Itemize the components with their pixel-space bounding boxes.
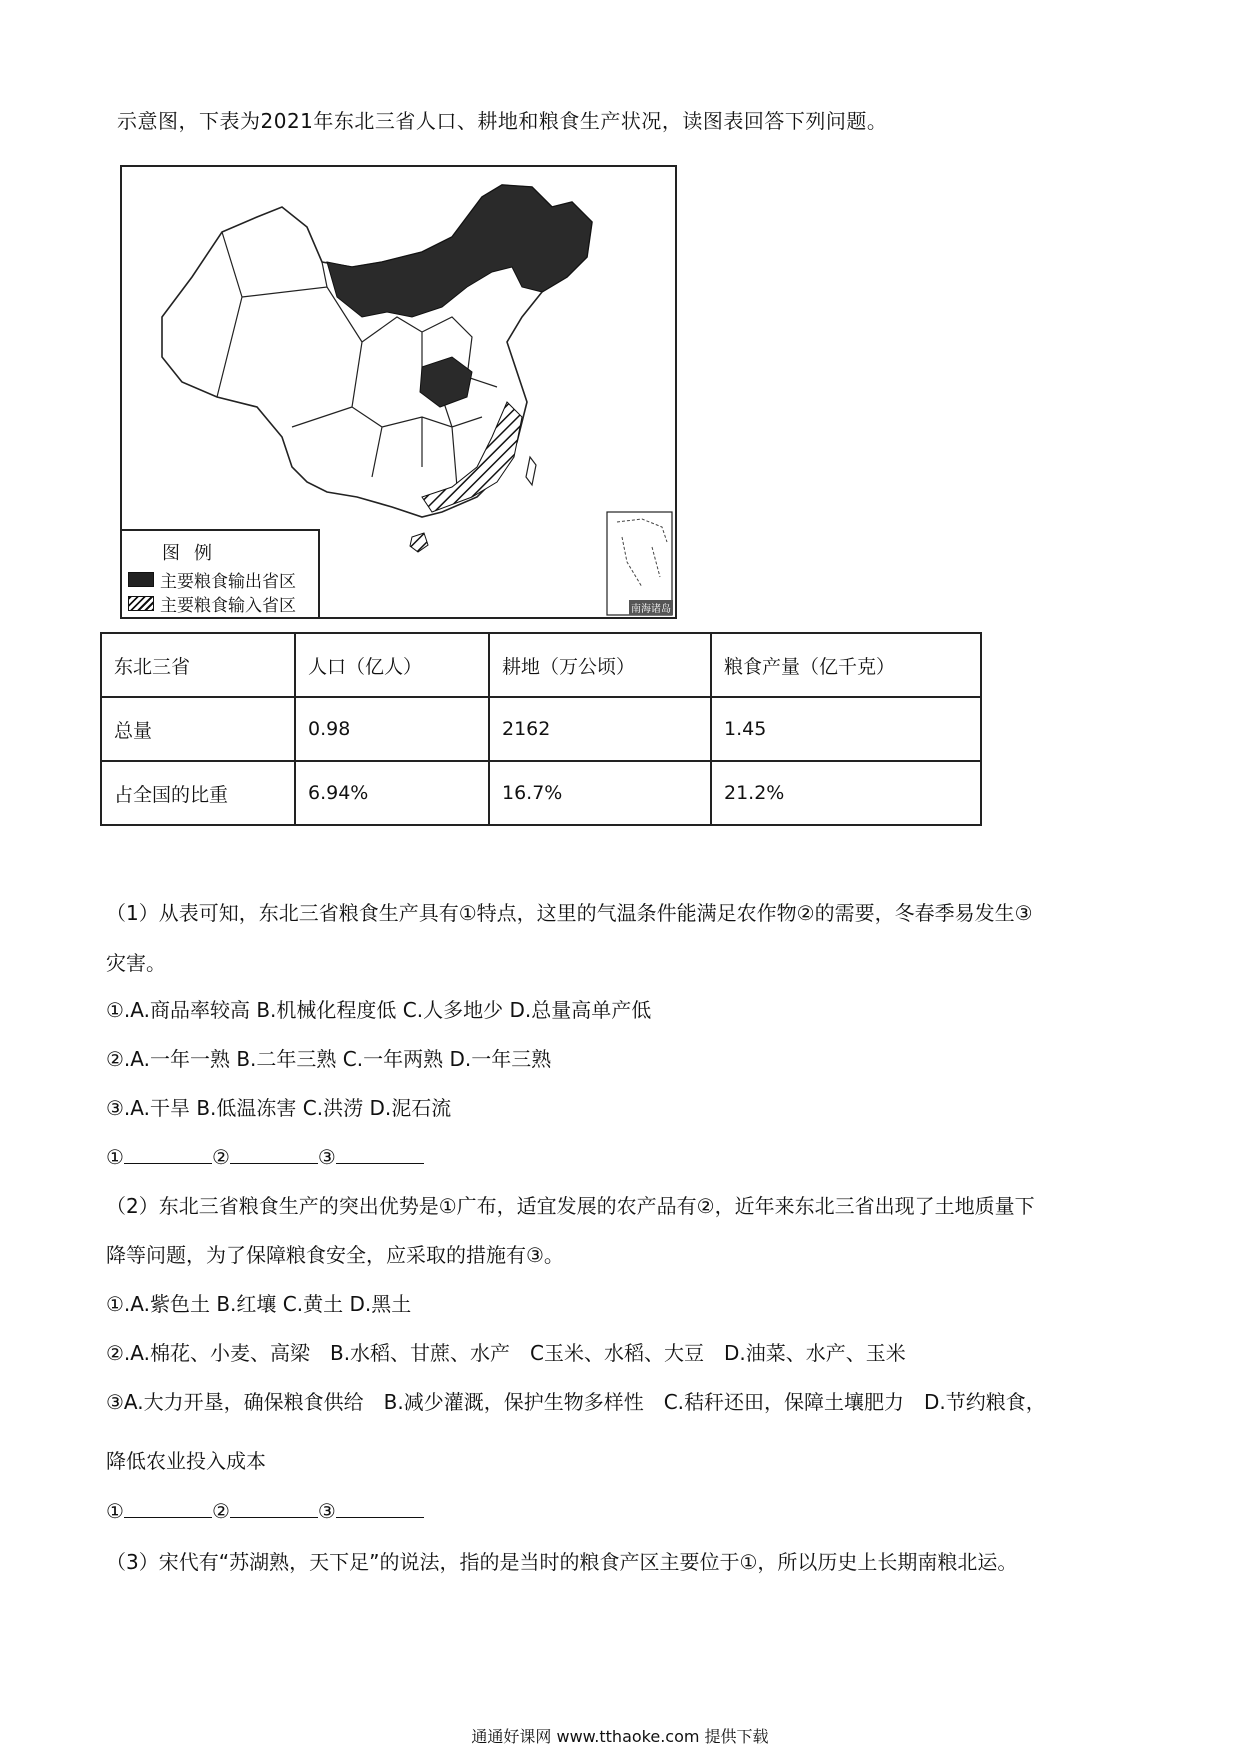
answer-blank[interactable] [124, 1499, 212, 1518]
answer-blank[interactable] [230, 1499, 318, 1518]
legend-item-import [128, 591, 296, 616]
q2-option-1: ①.A.紫色土 B.红壤 C.黄土 D.黑土 [106, 1292, 412, 1316]
import-region-hainan [410, 533, 428, 552]
answer-blank[interactable] [336, 1499, 424, 1518]
taiwan [526, 457, 536, 485]
table-header-row [101, 633, 981, 697]
q1-option-1: ①.A.商品率较高 B.机械化程度低 C.人多地少 D.总量高单产低 [106, 998, 652, 1022]
q2-option-3: ③A.大力开垦，确保粮食供给 B.减少灌溉，保护生物多样性 C.秸秆还田，保障土壤肥力 D.节约粮食， [106, 1390, 1046, 1414]
table-cell: 2162 [489, 697, 711, 761]
china-map [120, 165, 677, 619]
legend-import-label: 主要粮食输入省区 [160, 596, 296, 616]
intro-text: 示意图，下表为2021年东北三省人口、耕地和粮食生产状况，读图表回答下列问题。 [117, 109, 888, 133]
q1-option-3: ③.A.干旱 B.低温冻害 C.洪涝 D.泥石流 [106, 1096, 452, 1120]
table-row [101, 761, 981, 825]
table-cell: 0.98 [295, 697, 489, 761]
table-cell: 21.2% [711, 761, 981, 825]
blank-label: ① [106, 1145, 124, 1169]
import-swatch-icon [128, 596, 154, 611]
table-header: 粮食产量（亿千克） [711, 633, 981, 697]
answer-blank[interactable] [230, 1145, 318, 1164]
blank-label: ③ [317, 1499, 336, 1523]
table-header: 耕地（万公顷） [489, 633, 711, 697]
blank-label: ③ [317, 1145, 336, 1169]
legend-title: 图例 [162, 543, 226, 564]
q1-option-2: ②.A.一年一熟 B.二年三熟 C.一年两熟 D.一年三熟 [106, 1047, 552, 1071]
table-cell: 1.45 [711, 697, 981, 761]
table-cell: 6.94% [295, 761, 489, 825]
q2-option-3-cont: 降低农业投入成本 [106, 1449, 266, 1473]
table-header: 东北三省 [101, 633, 295, 697]
q2-line1: （2）东北三省粮食生产的突出优势是①广布，适宜发展的农产品有②，近年来东北三省出现了土地质量下 [106, 1194, 1035, 1218]
export-swatch-icon [128, 572, 154, 587]
blank-label: ② [211, 1145, 230, 1169]
blank-label: ② [211, 1499, 230, 1523]
q1-line2: 灾害。 [106, 951, 166, 975]
table-cell: 占全国的比重 [101, 761, 295, 825]
answer-blank[interactable] [124, 1145, 212, 1164]
q2-answer-blanks [106, 1496, 424, 1526]
q2-option-2: ②.A.棉花、小麦、高梁 B.水稻、甘蔗、水产 C玉米、水稻、大豆 D.油菜、水产、玉米 [106, 1341, 906, 1365]
q1-answer-blanks [106, 1142, 424, 1172]
answer-blank[interactable] [336, 1145, 424, 1164]
table-cell: 总量 [101, 697, 295, 761]
table-header: 人口（亿人） [295, 633, 489, 697]
map-legend [122, 529, 320, 617]
q1-line1: （1）从表可知，东北三省粮食生产具有①特点，这里的气温条件能满足农作物②的需要，冬春季易发生③ [106, 901, 1033, 925]
footer-text: 通通好课网 www.tthaoke.com 提供下载 [471, 1727, 769, 1746]
table-cell: 16.7% [489, 761, 711, 825]
legend-export-label: 主要粮食输出省区 [160, 572, 296, 592]
q3-line1: （3）宋代有“苏湖熟，天下足”的说法，指的是当时的粮食产区主要位于①，所以历史上长期南粮北运。 [106, 1550, 1018, 1574]
q2-line2: 降等问题，为了保障粮食安全，应采取的措施有③。 [106, 1243, 564, 1267]
data-table [100, 632, 982, 826]
inset-label: 南海诸岛 [629, 600, 673, 615]
table-row [101, 697, 981, 761]
legend-item-export [128, 567, 296, 592]
blank-label: ① [106, 1499, 124, 1523]
